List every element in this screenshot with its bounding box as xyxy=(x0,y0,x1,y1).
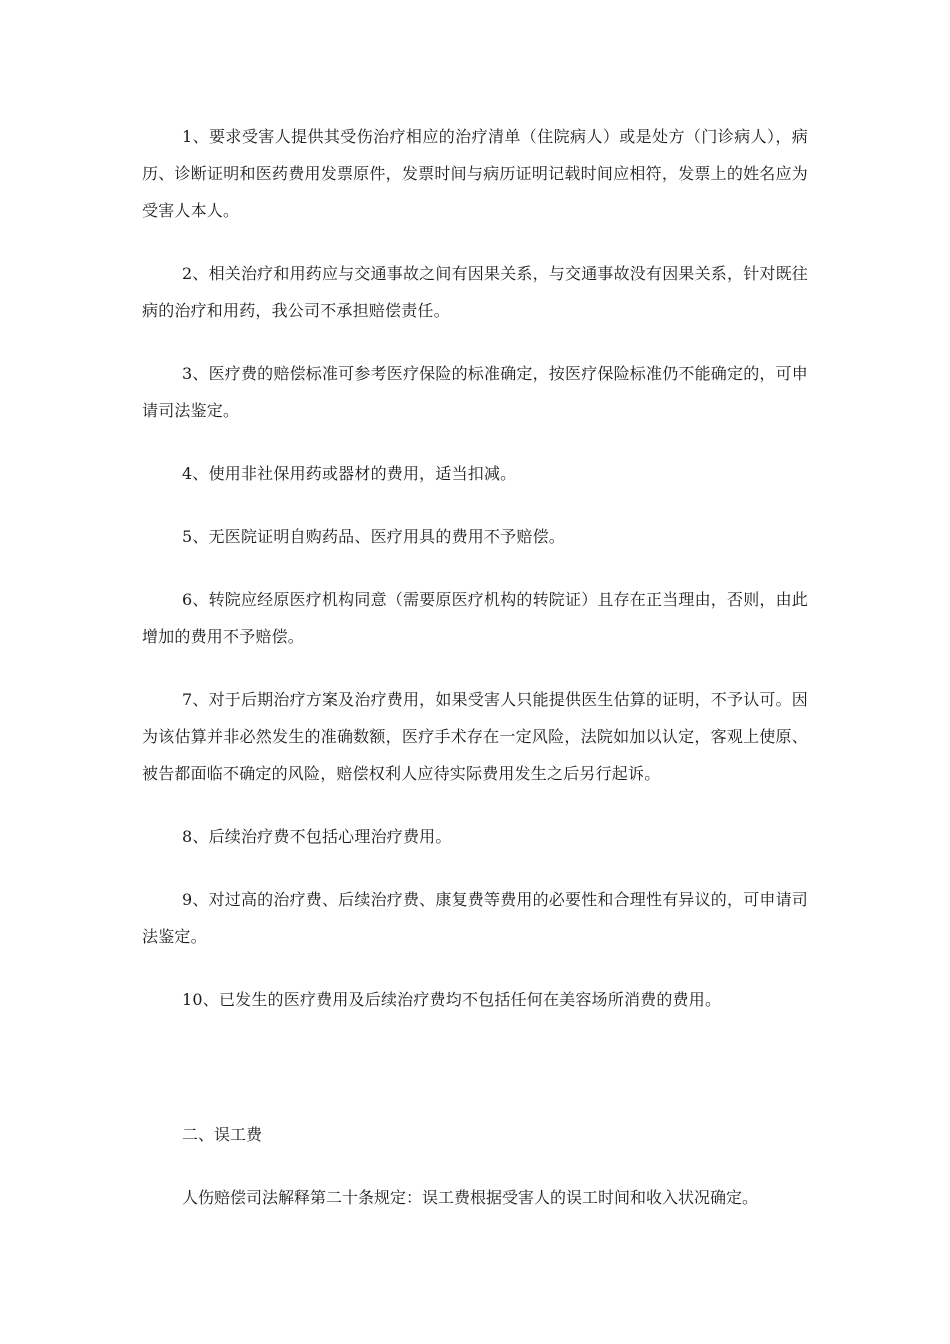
section-intro: 人伤赔偿司法解释第二十条规定：误工费根据受害人的误工时间和收入状况确定。 xyxy=(182,1188,759,1207)
paragraph-item-7: 7、对于后期治疗方案及治疗费用，如果受害人只能提供医生估算的证明，不予认可。因为该估算并非必然发生的准确数额，医疗手术存在一定风险，法院如加以认定，客观上使原、被告都面临不确定的风险，赔偿权利人应待实际费用发生之后另行起诉。 xyxy=(142,690,808,783)
section-heading: 二、误工费 xyxy=(182,1125,263,1144)
paragraph-item-1: 1、要求受害人提供其受伤治疗相应的治疗清单（住院病人）或是处方（门诊病人），病历、诊断证明和医药费用发票原件，发票时间与病历证明记载时间应相符，发票上的姓名应为受害人本人。 xyxy=(142,127,808,220)
paragraph-item-5: 5、无医院证明自购药品、医疗用具的费用不予赔偿。 xyxy=(182,527,565,546)
section-spacer xyxy=(142,1044,808,1116)
paragraph-item-2: 2、相关治疗和用药应与交通事故之间有因果关系，与交通事故没有因果关系，针对既往病的治疗和用药，我公司不承担赔偿责任。 xyxy=(142,264,808,320)
document-page xyxy=(142,118,808,1216)
paragraph-item-4: 4、使用非社保用药或器材的费用，适当扣减。 xyxy=(182,464,517,483)
paragraph-item-3: 3、医疗费的赔偿标准可参考医疗保险的标准确定，按医疗保险标准仍不能确定的，可申请司法鉴定。 xyxy=(142,364,808,420)
paragraph-item-8: 8、后续治疗费不包括心理治疗费用。 xyxy=(182,827,452,846)
paragraph-item-6: 6、转院应经原医疗机构同意（需要原医疗机构的转院证）且存在正当理由，否则，由此增加的费用不予赔偿。 xyxy=(142,590,808,646)
paragraph-item-9: 9、对过高的治疗费、后续治疗费、康复费等费用的必要性和合理性有异议的，可申请司法鉴定。 xyxy=(142,890,808,946)
paragraph-item-10: 10、已发生的医疗费用及后续治疗费均不包括任何在美容场所消费的费用。 xyxy=(182,990,722,1009)
